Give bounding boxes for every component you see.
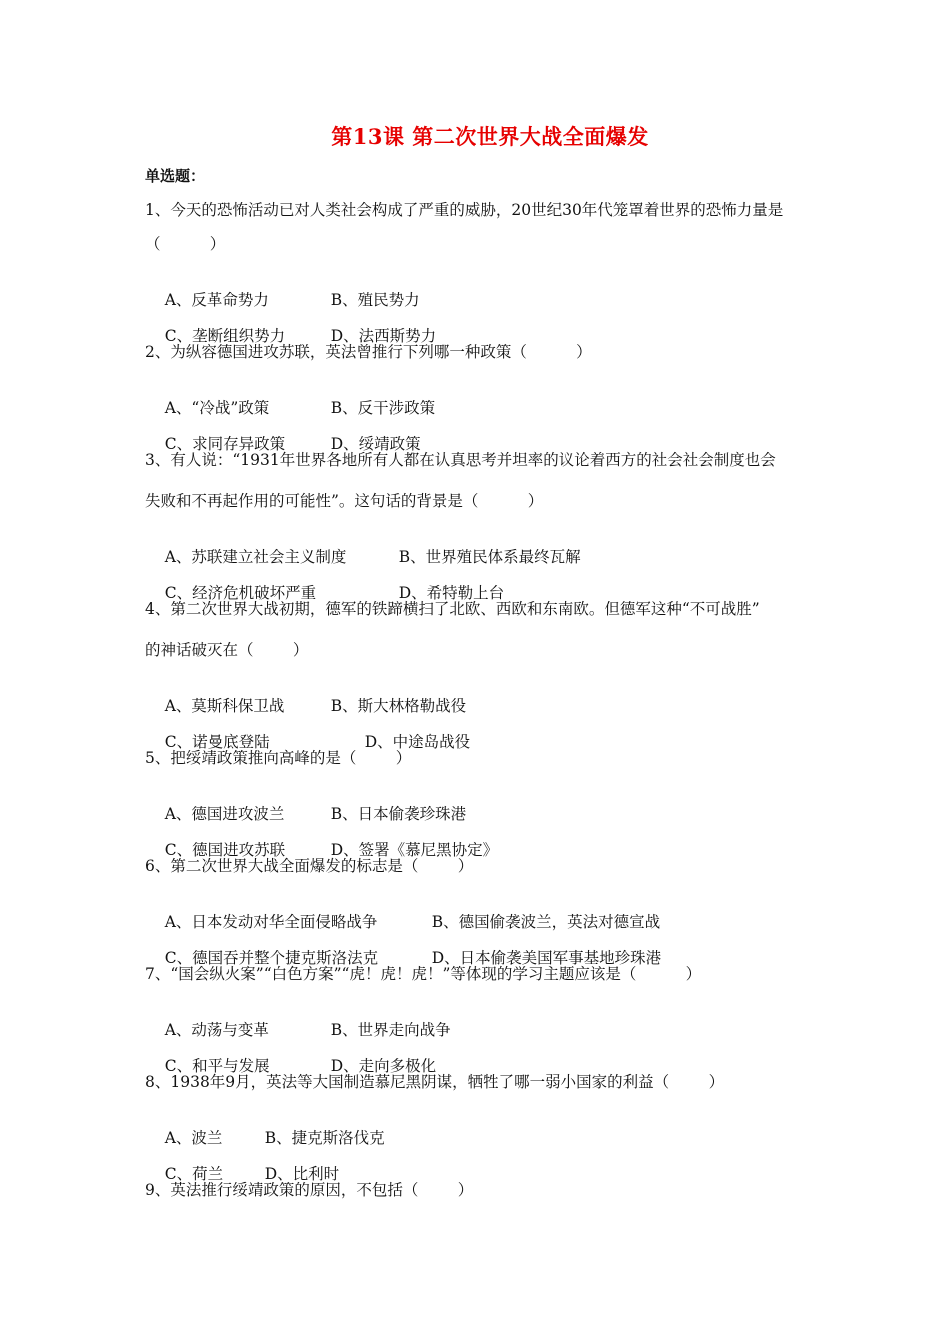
option-c: C、德国吞并整个捷克斯洛法克 [164, 949, 379, 967]
option-b: B、德国偷袭波兰，英法对德宣战 [431, 913, 661, 931]
section-heading: 单选题： [145, 167, 206, 185]
option-c: C、求同存异政策 [164, 435, 286, 453]
question-4-stem-line-2: 的神话破灭在（ ） [145, 641, 309, 659]
option-c: C、经济危机破坏严重 [164, 584, 317, 602]
option-a: A、“冷战”政策 [164, 399, 270, 417]
question-4-stem-line-1: 4、第二次世界大战初期，德军的铁蹄横扫了北欧、西欧和东南欧。但德军这种“不可战胜” [145, 600, 760, 618]
option-b: B、世界走向战争 [330, 1021, 451, 1039]
option-a: A、动荡与变革 [164, 1021, 269, 1039]
option-b: B、斯大林格勒战役 [330, 697, 467, 715]
question-1-stem-line-2: （ ） [145, 235, 226, 253]
option-d: D、希特勒上台 [398, 584, 505, 602]
question-3-stem-line-1: 3、有人说：“1931年世界各地所有人都在认真思考并坦率的议论着西方的社会社会制度也会 [145, 451, 776, 469]
question-9-stem: 9、英法推行绥靖政策的原因，不包括（ ） [145, 1181, 474, 1199]
option-c: C、诺曼底登陆 [164, 733, 270, 751]
option-b: B、世界殖民体系最终瓦解 [398, 548, 581, 566]
option-d: D、中途岛战役 [364, 733, 471, 751]
option-a: A、德国进攻波兰 [164, 805, 285, 823]
option-b: B、日本偷袭珍珠港 [330, 805, 467, 823]
question-7-stem: 7、“国会纵火案”“白色方案”“虎！虎！虎！”等体现的学习主题应该是（ ） [145, 965, 702, 983]
option-c: C、德国进攻苏联 [164, 841, 286, 859]
option-b: B、捷克斯洛伐克 [264, 1129, 385, 1147]
option-b: B、反干涉政策 [330, 399, 436, 417]
option-d: D、日本偷袭美国军事基地珍珠港 [431, 949, 662, 967]
option-d: D、绥靖政策 [330, 435, 421, 453]
option-d: D、比利时 [264, 1165, 340, 1183]
option-a: A、日本发动对华全面侵略战争 [164, 913, 378, 931]
option-d: D、走向多极化 [330, 1057, 437, 1075]
option-a: A、反革命势力 [164, 291, 269, 309]
option-a: A、莫斯科保卫战 [164, 697, 285, 715]
question-2-stem: 2、为纵容德国进攻苏联，英法曾推行下列哪一种政策（ ） [145, 343, 592, 361]
option-a: A、波兰 [164, 1129, 223, 1147]
question-8-stem: 8、1938年9月，英法等大国制造慕尼黑阴谋，牺牲了哪一弱小国家的利益（ ） [145, 1073, 725, 1091]
question-6-stem: 6、第二次世界大战全面爆发的标志是（ ） [145, 857, 474, 875]
page-title: 第13课 第二次世界大战全面爆发 [331, 124, 649, 149]
option-b: B、殖民势力 [330, 291, 420, 309]
option-c: C、和平与发展 [164, 1057, 270, 1075]
option-c: C、荷兰 [164, 1165, 224, 1183]
question-1-stem-line-1: 1、今天的恐怖活动已对人类社会构成了严重的威胁，20世纪30年代笼罩着世界的恐怖力量是 [145, 201, 784, 219]
question-5-stem: 5、把绥靖政策推向高峰的是（ ） [145, 749, 412, 767]
option-d: D、法西斯势力 [330, 327, 437, 345]
option-a: A、苏联建立社会主义制度 [164, 548, 347, 566]
option-c: C、垄断组织势力 [164, 327, 286, 345]
question-3-stem-line-2: 失败和不再起作用的可能性”。这句话的背景是（ ） [145, 492, 544, 510]
option-d: D、签署《慕尼黑协定》 [330, 841, 499, 859]
